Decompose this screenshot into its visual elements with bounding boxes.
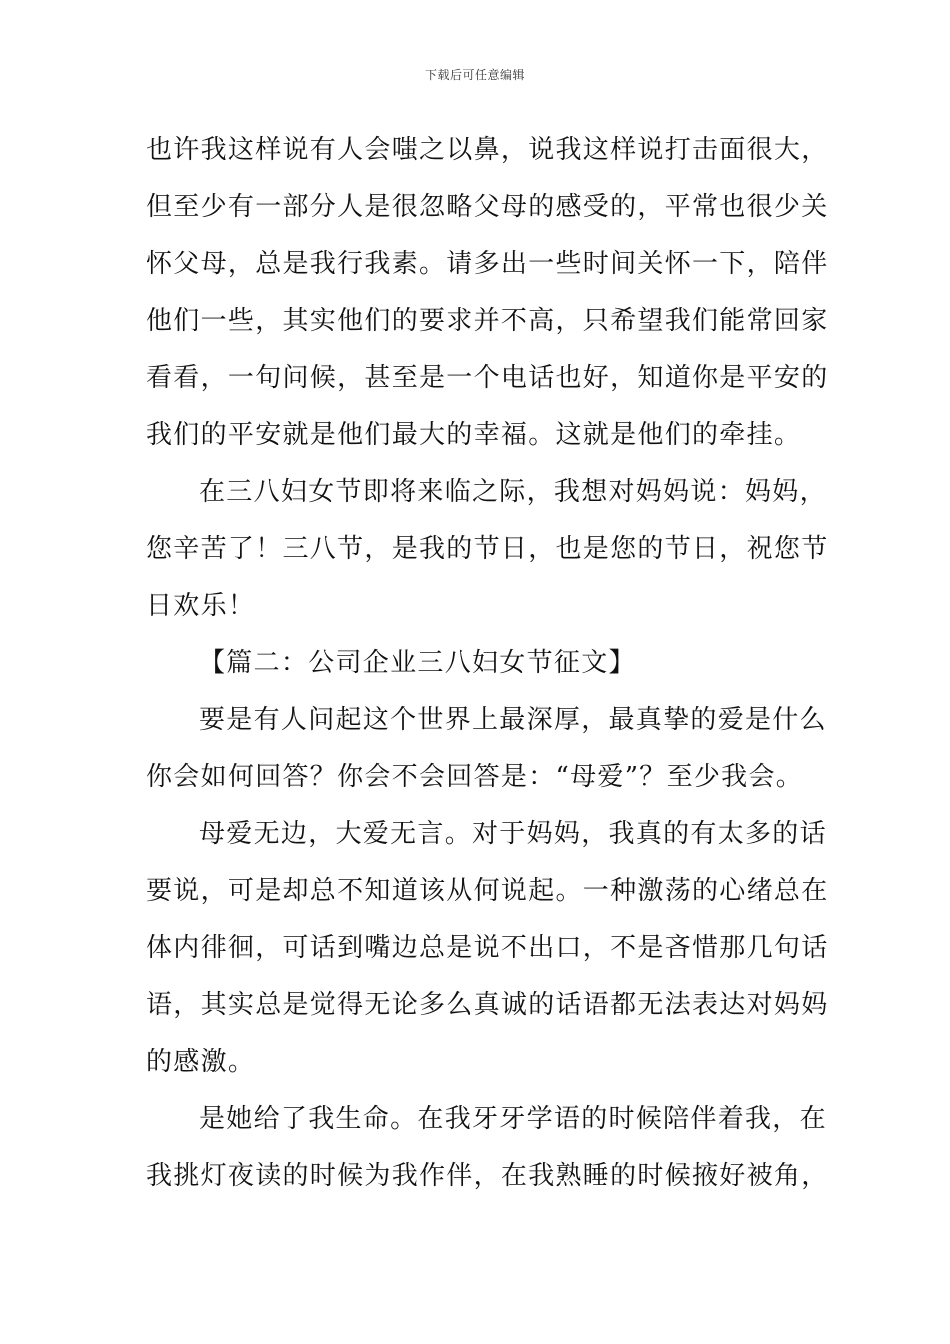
paragraph-start-line: 要是有人问起这个世界上最深厚，最真挚的爱是什么 <box>199 705 827 735</box>
text-line: 您辛苦了！三八节，是我的节日，也是您的节日，祝您节 <box>146 534 829 564</box>
paragraph-start-line: 在三八妇女节即将来临之际，我想对妈妈说：妈妈， <box>199 477 827 507</box>
text-line: 看看，一句问候，甚至是一个电话也好，知道你是平安的 <box>146 363 829 393</box>
paragraph-start-line: 是她给了我生命。在我牙牙学语的时候陪伴着我，在 <box>199 1104 827 1134</box>
text-line: 日欢乐！ <box>146 591 256 621</box>
text-line: 的感激。 <box>146 1047 256 1077</box>
section-heading: 【篇二：公司企业三八妇女节征文】 <box>199 648 636 678</box>
text-line: 也许我这样说有人会嗤之以鼻，说我这样说打击面很大， <box>146 135 829 165</box>
text-line: 体内徘徊，可话到嘴边总是说不出口，不是吝惜那几句话 <box>146 933 829 963</box>
text-line: 他们一些，其实他们的要求并不高，只希望我们能常回家 <box>146 306 829 336</box>
page-header: 下载后可任意编辑 <box>424 68 525 82</box>
document-body <box>146 128 829 1211</box>
text-line: 我挑灯夜读的时候为我作伴，在我熟睡的时候掖好被角， <box>146 1161 829 1191</box>
text-line: 但至少有一部分人是很忽略父母的感受的，平常也很少关 <box>146 192 829 222</box>
text-line: 语，其实总是觉得无论多么真诚的话语都无法表达对妈妈 <box>146 990 829 1020</box>
text-line: 要说，可是却总不知道该从何说起。一种激荡的心绪总在 <box>146 876 829 906</box>
text-line: 你会如何回答？你会不会回答是：“母爱”？至少我会。 <box>146 762 804 792</box>
text-line: 我们的平安就是他们最大的幸福。这就是他们的牵挂。 <box>146 420 802 450</box>
text-line: 怀父母，总是我行我素。请多出一些时间关怀一下，陪伴 <box>146 249 829 279</box>
paragraph-start-line: 母爱无边，大爱无言。对于妈妈，我真的有太多的话 <box>199 819 827 849</box>
